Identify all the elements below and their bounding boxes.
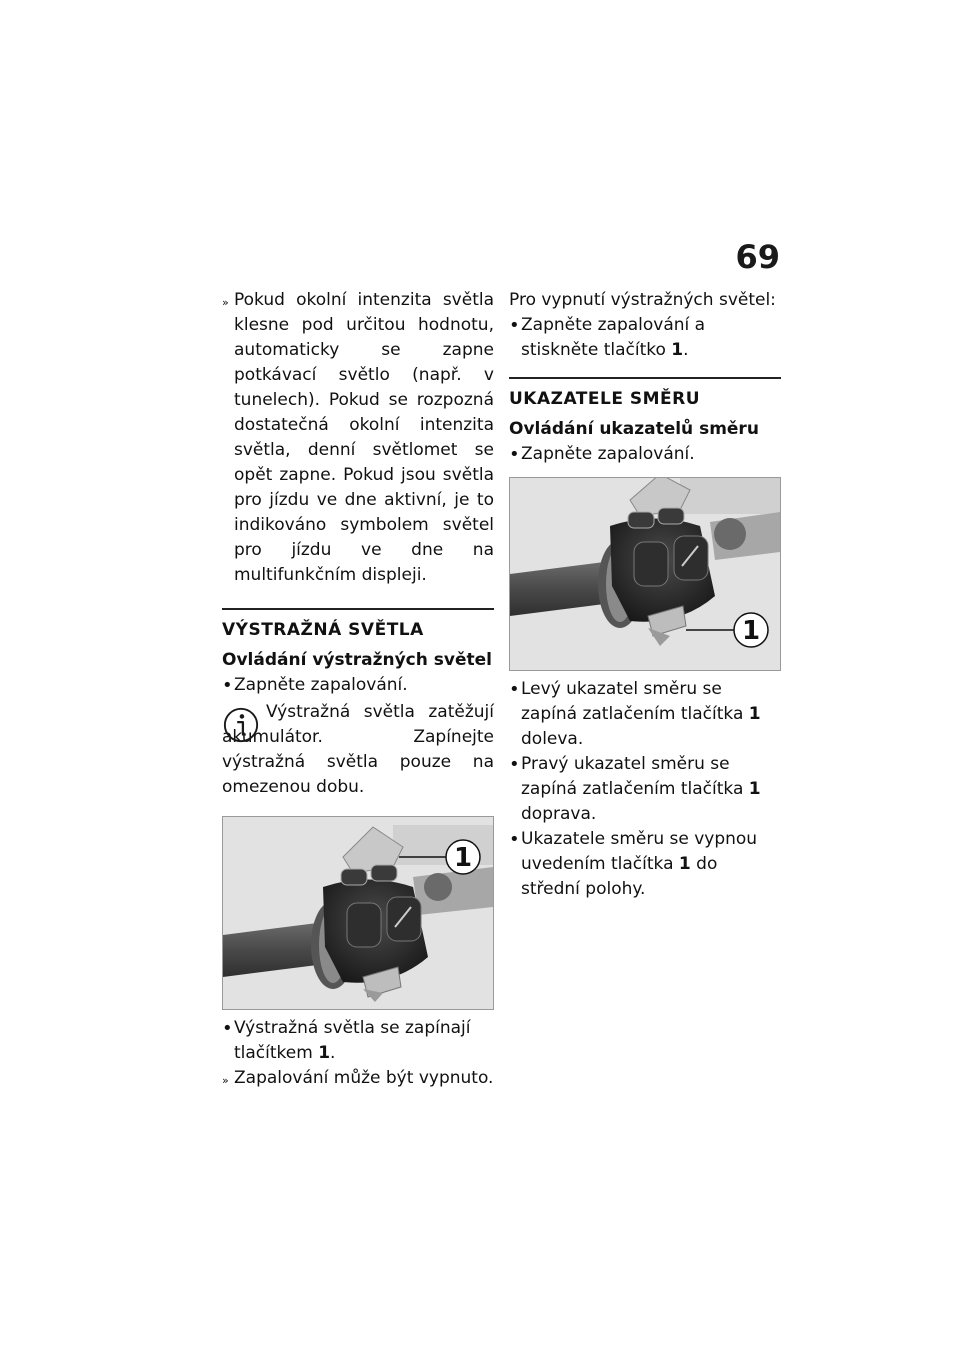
bullet-mark: • xyxy=(222,675,233,696)
step-text-part: Ukazatele směru se vypnou uvedením tlačítka xyxy=(521,829,758,874)
intro-text: Pro vypnutí výstražných světel: xyxy=(509,290,776,310)
step-text-part: Výstražná světla se zapínají tlačítkem xyxy=(234,1018,471,1063)
section-title: UKAZATELE SMĚRU xyxy=(509,377,781,411)
subsection-title: Ovládání výstražných světel xyxy=(222,650,492,670)
step-text xyxy=(521,313,781,363)
step-text-part: Pravý ukazatel směru se zapíná zatlačením tlačítka xyxy=(521,754,749,799)
result-text: Pokud okolní intenzita světla klesne pod určitou hodnotu, automaticky se zapne potkávací světlo (např. v tunelech). Pokud se rozpozná dostatečná okolní intenzita světla, denní světlomet se opět zapne. Pokud jsou světla pro jízdu ve dne aktivní, je to indikováno symbolem světel pro jízdu ve dne na multifunkčním displeji. xyxy=(234,290,494,585)
note-text xyxy=(222,700,494,800)
figure-callout: 1 xyxy=(741,616,761,646)
figure-hazard-switch xyxy=(222,816,494,1010)
step-text-end: . xyxy=(683,340,689,360)
handlebar-photo xyxy=(510,478,780,670)
step-text-end: do střední polohy. xyxy=(521,854,718,899)
button-number: 1 xyxy=(748,704,761,724)
step-text xyxy=(521,752,781,827)
right-column xyxy=(509,288,781,902)
step-text xyxy=(521,827,781,902)
result-mark: » xyxy=(222,296,229,309)
bullet-mark: • xyxy=(509,315,520,336)
subsection-title: Ovládání ukazatelů směru xyxy=(509,419,759,439)
bullet-mark: • xyxy=(509,754,520,775)
bullet-mark: • xyxy=(509,444,520,465)
step-text xyxy=(234,1016,494,1066)
step-item xyxy=(509,313,781,363)
step-text-end: . xyxy=(330,1043,336,1063)
figure-callout: 1 xyxy=(453,843,473,873)
step-text: Zapněte zapalování. xyxy=(234,675,408,695)
step-text-end: doleva. xyxy=(521,729,584,749)
step-item xyxy=(509,677,781,752)
step-text-part: Zapněte zapalování a stiskněte tlačítko xyxy=(521,315,706,360)
result-item xyxy=(222,288,494,588)
step-text-part: Levý ukazatel směru se zapíná zatlačením tlačítka xyxy=(521,679,749,724)
result-mark: » xyxy=(222,1074,229,1087)
step-item xyxy=(509,827,781,902)
step-item xyxy=(509,442,781,467)
note-box xyxy=(222,700,494,800)
figure-indicator-switch xyxy=(509,477,781,671)
section-title: VÝSTRAŽNÁ SVĚTLA xyxy=(222,608,494,642)
note-content: Výstražná světla zatěžují akumulátor. Zapínejte výstražná světla pouze na omezenou dobu. xyxy=(222,702,494,797)
button-number: 1 xyxy=(318,1043,331,1063)
bullet-mark: • xyxy=(222,1018,233,1039)
bullet-mark: • xyxy=(509,829,520,850)
result-text: Zapalování může být vypnuto. xyxy=(234,1068,494,1088)
bullet-mark: • xyxy=(509,679,520,700)
step-text: Zapněte zapalování. xyxy=(521,444,695,464)
info-icon xyxy=(222,706,260,744)
page-number: 69 xyxy=(735,238,780,276)
button-number: 1 xyxy=(748,779,761,799)
step-item xyxy=(222,673,494,698)
button-number: 1 xyxy=(678,854,691,874)
button-number: 1 xyxy=(671,340,684,360)
step-item xyxy=(509,752,781,827)
left-column xyxy=(222,288,494,1093)
step-text xyxy=(521,677,781,752)
step-text-end: doprava. xyxy=(521,804,597,824)
handlebar-photo xyxy=(223,817,493,1009)
step-item xyxy=(222,1016,494,1066)
result-item xyxy=(222,1066,494,1093)
